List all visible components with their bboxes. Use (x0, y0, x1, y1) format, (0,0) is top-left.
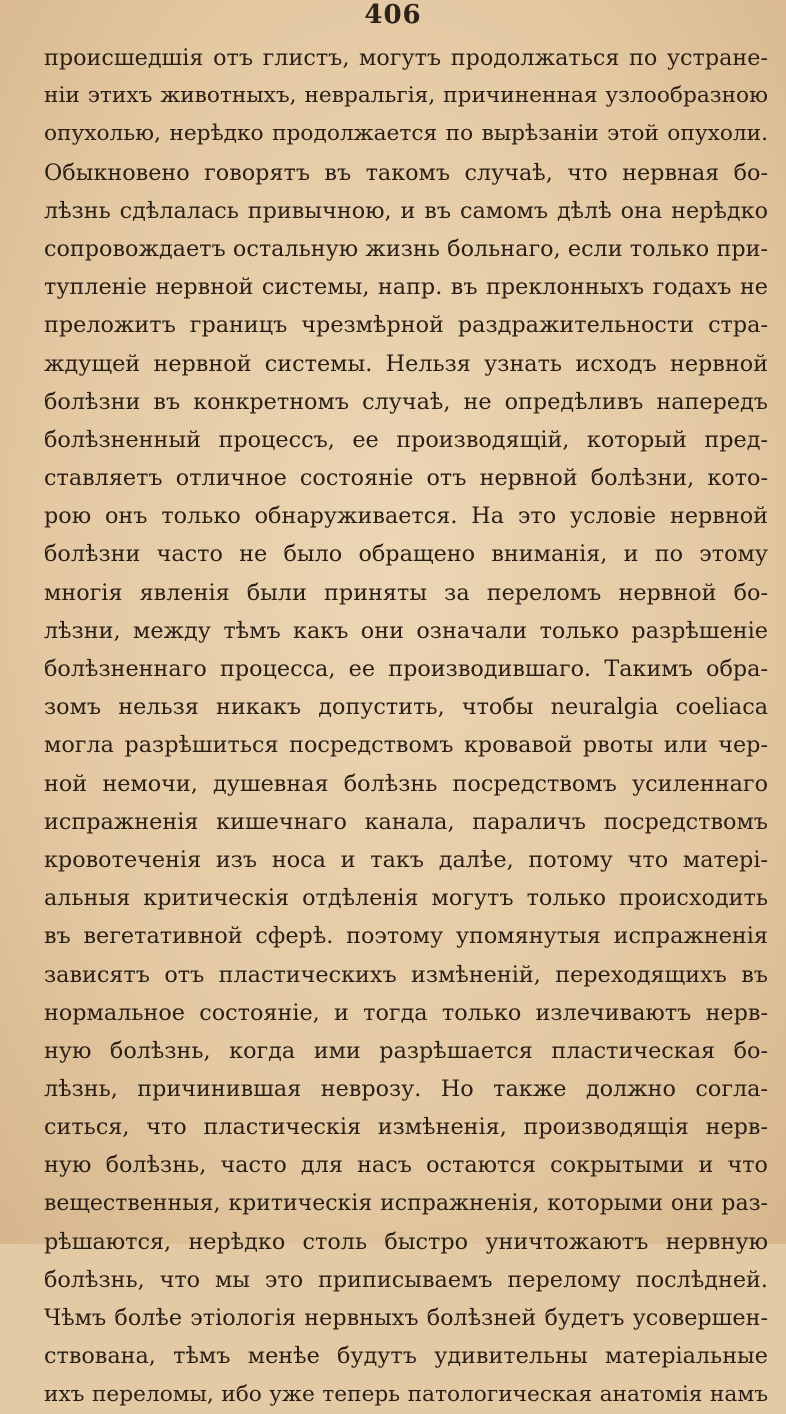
text-line: ждущей нервной системы. Нельзя узнать исходъ нервной (44, 350, 768, 377)
text-line: зависятъ отъ пластическихъ измѣненій, переходящихъ въ (44, 961, 768, 988)
text-line: многія явленія были приняты за переломъ нервной бо- (44, 579, 768, 606)
text-line: нормальное состояніе, и тогда только излечиваютъ нерв- (44, 999, 768, 1026)
text-line: рою онъ только обнаруживается. На это условіе нервной (44, 503, 768, 530)
text-line: ихъ переломы, ибо уже теперь патологическая анатомія намъ (44, 1381, 768, 1407)
text-line: въ вегетативной сферѣ. поэтому упомянутыя испражненія (44, 923, 768, 950)
text-line: опухолью, нерѣдко продолжается по вырѣзаніи этой опухоли. (44, 121, 768, 147)
text-line: ную болѣзнь, когда ими разрѣшается пластическая бо- (44, 1037, 768, 1064)
text-line: ной немочи, душевная болѣзнь посредствомъ усиленнаго (44, 770, 768, 797)
text-line: тупленіе нервной системы, напр. въ преклонныхъ годахъ не (44, 274, 768, 301)
text-line: зомъ нельзя никакъ допустить, чтобы neuralgia coeliaca (44, 694, 768, 721)
text-line: ніи этихъ животныхъ, невральгія, причиненная узлообразною (44, 83, 768, 109)
text-line: ситься, что пластическія измѣненія, производящія нерв- (44, 1114, 768, 1141)
text-line: лѣзни, между тѣмъ какъ они означали только разрѣшеніе (44, 617, 768, 644)
text-line: лѣзнь сдѣлалась привычною, и въ самомъ дѣлѣ она нерѣдко (44, 197, 768, 224)
text-line: Чѣмъ болѣе этіологія нервныхъ болѣзней будетъ усовершен- (44, 1305, 768, 1332)
text-line: лѣзнь, причинившая неврозу. Но также должно согла- (44, 1076, 768, 1103)
text-line: болѣзнь, что мы это приписываемъ перелому послѣдней. (44, 1267, 768, 1293)
text-line: болѣзни часто не было обращено вниманія, и по этому (44, 541, 768, 568)
text-line: кровотеченія изъ носа и такъ далѣе, потому что матерi- (44, 846, 768, 873)
text-line: болѣзненнаго процесса, ее производившаго. Такимъ обра- (44, 656, 768, 682)
text-line: болѣзни въ конкретномъ случаѣ, не опредѣливъ напередъ (44, 388, 768, 415)
text-line: рѣшаются, нерѣдко столь быстро уничтожаютъ нервную (44, 1228, 768, 1255)
text-line: вещественныя, критическія испражненія, которыми они раз- (44, 1190, 768, 1216)
text-line: болѣзненный процессъ, ее производящій, который пред- (44, 426, 768, 453)
page-number: 406 (364, 0, 422, 30)
text-line: могла разрѣшиться посредствомъ кровавой рвоты или чер- (44, 732, 768, 759)
text-line: ную болѣзнь, часто для насъ остаются сокрытыми и что (44, 1152, 768, 1179)
body-text (44, 39, 768, 1414)
text-line: ставляетъ отличное состояніе отъ нервной болѣзни, кото- (44, 465, 768, 492)
text-line: ствована, тѣмъ менѣе будутъ удивительны матерiальные (44, 1343, 768, 1370)
text-line: Обыкновено говорятъ въ такомъ случаѣ, что нервная бо- (44, 159, 768, 186)
text-line: преложитъ границъ чрезмѣрной раздражительности стра- (44, 312, 768, 339)
text-line: испражненія кишечнаго канала, параличъ посредствомъ (44, 808, 768, 835)
text-line: происшедшія отъ глистъ, могутъ продолжаться по устране- (44, 45, 768, 71)
text-line: альныя критическія отдѣленія могутъ только происходить (44, 885, 768, 912)
text-line: сопровождаетъ остальную жизнь больнаго, если только при- (44, 235, 768, 262)
